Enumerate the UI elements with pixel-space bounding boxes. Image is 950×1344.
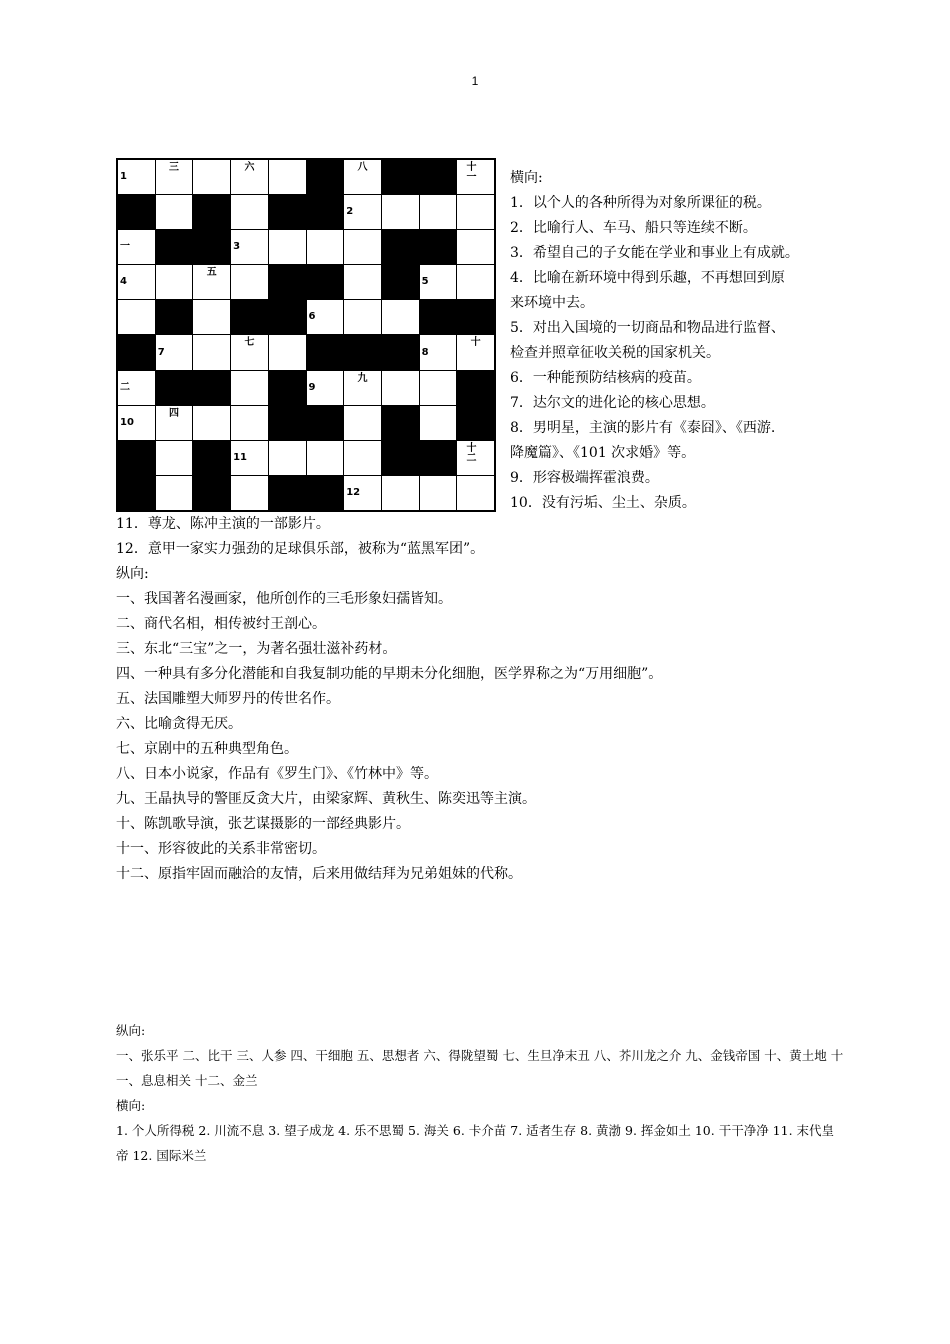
- grid-cell[interactable]: [420, 195, 457, 229]
- grid-cell[interactable]: [344, 371, 381, 405]
- grid-cell[interactable]: [193, 406, 230, 440]
- grid-cell-black: [193, 230, 230, 264]
- grid-cell-black: [382, 265, 419, 299]
- grid-clue-number: 九: [357, 372, 368, 384]
- grid-cell[interactable]: [344, 230, 381, 264]
- across-clue-line: 6．一种能预防结核病的疫苗。: [510, 370, 701, 386]
- grid-cell[interactable]: [382, 300, 419, 334]
- grid-cell[interactable]: [269, 335, 306, 369]
- clue-line: 八、日本小说家，作品有《罗生门》、《竹林中》等。: [116, 766, 438, 782]
- grid-cell[interactable]: [307, 441, 344, 475]
- answer-across-text: 1. 个人所得税 2. 川流不息 3. 望子成龙 4. 乐不思蜀 5. 海关 6. 卡介苗 7. 适者生存 8. 黄渤 9. 挥金如土 10. 干干净净 11. 末代皇帝 12. 国际米兰: [116, 1123, 835, 1163]
- grid-cell[interactable]: [231, 195, 268, 229]
- grid-clue-number: 3: [233, 241, 241, 253]
- grid-cell[interactable]: [344, 265, 381, 299]
- grid-cell-black: [269, 300, 306, 334]
- grid-cell[interactable]: [344, 300, 381, 334]
- clue-line: 五、法国雕塑大师罗丹的传世名作。: [116, 691, 340, 707]
- grid-cell[interactable]: [344, 160, 381, 194]
- grid-cell-black: [420, 441, 457, 475]
- grid-clue-number: 10: [120, 416, 134, 428]
- grid-clue-number: 八: [357, 162, 368, 173]
- grid-cell[interactable]: [193, 160, 230, 194]
- grid-cell[interactable]: [156, 406, 193, 440]
- grid-cell[interactable]: [118, 371, 155, 405]
- grid-cell[interactable]: [457, 476, 494, 510]
- grid-cell-black: [156, 230, 193, 264]
- grid-cell[interactable]: [344, 406, 381, 440]
- grid-cell-black: [118, 335, 155, 369]
- grid-cell-black: [457, 300, 494, 334]
- grid-cell[interactable]: [156, 160, 193, 194]
- grid-cell-black: [382, 230, 419, 264]
- grid-cell-black: [382, 441, 419, 475]
- across-heading: 横向:: [510, 170, 543, 186]
- grid-cell-black: [420, 230, 457, 264]
- grid-clue-number: 7: [157, 346, 165, 358]
- grid-cell-black: [307, 406, 344, 440]
- grid-clue-number: 五: [206, 267, 217, 279]
- grid-cell[interactable]: [307, 230, 344, 264]
- grid-cell[interactable]: [118, 160, 155, 194]
- grid-clue-number: 四: [169, 407, 180, 419]
- grid-cell-black: [193, 476, 230, 510]
- grid-cell[interactable]: [457, 230, 494, 264]
- grid-cell-black: [193, 371, 230, 405]
- grid-cell-black: [193, 195, 230, 229]
- answer-down-heading: 纵向:: [116, 1023, 146, 1038]
- grid-cell-black: [382, 335, 419, 369]
- grid-cell[interactable]: [382, 476, 419, 510]
- grid-cell[interactable]: [156, 335, 193, 369]
- grid-cell[interactable]: [344, 195, 381, 229]
- grid-cell-black: [231, 300, 268, 334]
- grid-cell[interactable]: [231, 265, 268, 299]
- grid-cell[interactable]: [269, 230, 306, 264]
- grid-cell[interactable]: [118, 300, 155, 334]
- clue-line: 九、王晶执导的警匪反贪大片，由梁家辉、黄秋生、陈奕迅等主演。: [116, 791, 536, 807]
- grid-clue-number: 4: [120, 276, 127, 288]
- grid-clue-number: 十: [470, 337, 481, 349]
- grid-cell-black: [307, 335, 344, 369]
- grid-clue-number: 十二: [466, 442, 477, 464]
- answer-down-text: 一、张乐平 二、比干 三、人参 四、干细胞 五、思想者 六、得陇望蜀 七、生旦净末丑 八、芥川龙之介 九、金钱帝国 十、黄土地 十一、息息相关 十二、金兰: [116, 1048, 844, 1088]
- grid-cell[interactable]: [420, 406, 457, 440]
- grid-cell[interactable]: [193, 300, 230, 334]
- grid-cell[interactable]: [420, 265, 457, 299]
- grid-clue-number: 9: [308, 381, 316, 393]
- grid-cell-black: [269, 265, 306, 299]
- grid-cell-black: [118, 441, 155, 475]
- across-clue-line: 3．希望自己的子女能在学业和事业上有成就。: [510, 245, 799, 261]
- grid-cell[interactable]: [457, 335, 494, 369]
- clue-line: 七、京剧中的五种典型角色。: [116, 741, 298, 757]
- grid-cell[interactable]: [231, 441, 268, 475]
- grid-cell[interactable]: [457, 441, 494, 475]
- grid-cell-black: [382, 406, 419, 440]
- across-clue-line: 2．比喻行人、车马、船只等连续不断。: [510, 220, 757, 236]
- grid-cell[interactable]: [193, 265, 230, 299]
- clue-line: 十、陈凯歌导演，张艺谋摄影的一部经典影片。: [116, 816, 410, 832]
- across-clue-line: 7．达尔文的进化论的核心思想。: [510, 395, 715, 411]
- clue-line: 一、我国著名漫画家，他所创作的三毛形象妇孺皆知。: [116, 591, 452, 607]
- grid-cell[interactable]: [231, 335, 268, 369]
- clue-line: 三、东北“三宝”之一，为著名强壮滋补药材。: [116, 641, 397, 657]
- grid-clue-number: 二: [120, 381, 130, 393]
- grid-cell[interactable]: [269, 441, 306, 475]
- grid-cell-black: [193, 441, 230, 475]
- grid-cell[interactable]: [457, 160, 494, 194]
- grid-cell-black: [269, 406, 306, 440]
- grid-cell-black: [307, 265, 344, 299]
- clue-line: 12．意甲一家实力强劲的足球俱乐部，被称为“蓝黑军团”。: [116, 541, 485, 557]
- grid-cell[interactable]: [382, 371, 419, 405]
- grid-clue-number: 七: [244, 337, 255, 349]
- grid-clue-number: 十一: [466, 162, 477, 183]
- grid-clue-number: 三: [169, 162, 180, 173]
- grid-cell-black: [307, 160, 344, 194]
- grid-cell[interactable]: [457, 195, 494, 229]
- grid-cell[interactable]: [420, 371, 457, 405]
- across-clue-line: 10．没有污垢、尘土、杂质。: [510, 495, 696, 511]
- clues-main: [116, 512, 936, 887]
- answer-key: [116, 1018, 846, 1168]
- across-clues-top: [510, 166, 940, 516]
- grid-cell-black: [118, 476, 155, 510]
- grid-cell-black: [457, 406, 494, 440]
- crossword-grid: [116, 158, 496, 512]
- grid-cell[interactable]: [231, 160, 268, 194]
- across-clue-list: [510, 191, 940, 516]
- grid-cell-black: [420, 300, 457, 334]
- across-clue-line: 9．形容极端挥霍浪费。: [510, 470, 659, 486]
- across-clue-line: 8．男明星，主演的影片有《泰囧》、《西游.: [510, 420, 776, 436]
- grid-clue-number: 1: [120, 171, 127, 183]
- clue-line: 十二、原指牢固而融洽的友情，后来用做结拜为兄弟姐妹的代称。: [116, 866, 522, 882]
- grid-cell[interactable]: [344, 476, 381, 510]
- grid-clue-number: 5: [421, 276, 429, 288]
- grid-cell[interactable]: [344, 441, 381, 475]
- grid-cell[interactable]: [307, 371, 344, 405]
- grid-cell-black: [307, 476, 344, 510]
- grid-cell[interactable]: [156, 476, 193, 510]
- grid-cell[interactable]: [269, 160, 306, 194]
- grid-cell[interactable]: [420, 476, 457, 510]
- grid-cell[interactable]: [231, 371, 268, 405]
- grid-cell[interactable]: [231, 476, 268, 510]
- grid-cell[interactable]: [156, 195, 193, 229]
- grid-cell[interactable]: [420, 335, 457, 369]
- answer-across-heading: 横向:: [116, 1098, 146, 1113]
- grid-cell[interactable]: [118, 230, 155, 264]
- grid-cell-black: [118, 195, 155, 229]
- grid-cell-black: [344, 335, 381, 369]
- grid-clue-number: 6: [308, 311, 316, 323]
- grid-cell[interactable]: [156, 265, 193, 299]
- across-clue-line: 4．比喻在新环境中得到乐趣，不再想回到原: [510, 270, 785, 286]
- grid-cell-black: [457, 371, 494, 405]
- across-clue-line: 检查并照章征收关税的国家机关。: [510, 345, 720, 361]
- grid-clue-number: 12: [346, 486, 361, 498]
- grid-cell[interactable]: [118, 265, 155, 299]
- across-clue-line: 5．对出入国境的一切商品和物品进行监督、: [510, 320, 785, 336]
- grid-cell[interactable]: [231, 230, 268, 264]
- grid-cell[interactable]: [231, 406, 268, 440]
- across-clue-line: 1．以个人的各种所得为对象所课征的税。: [510, 195, 771, 211]
- grid-cell-black: [307, 195, 344, 229]
- grid-cell-black: [269, 476, 306, 510]
- grid-cell[interactable]: [382, 195, 419, 229]
- grid-cell-black: [156, 300, 193, 334]
- grid-cell-black: [156, 371, 193, 405]
- grid-cell[interactable]: [118, 406, 155, 440]
- grid-cell-black: [269, 371, 306, 405]
- across-clue-line: 来环境中去。: [510, 295, 594, 311]
- clue-line: 十一、形容彼此的关系非常密切。: [116, 841, 326, 857]
- grid-cell-black: [382, 160, 419, 194]
- clue-line: 六、比喻贪得无厌。: [116, 716, 242, 732]
- grid-cell[interactable]: [193, 335, 230, 369]
- grid-clue-number: 11: [233, 451, 248, 463]
- grid-clue-number: 8: [421, 346, 429, 358]
- grid-clue-number: 2: [346, 206, 354, 218]
- page-number: 1: [471, 74, 479, 88]
- grid-cell-black: [269, 195, 306, 229]
- grid-cell[interactable]: [307, 300, 344, 334]
- clue-line: 纵向:: [116, 566, 149, 582]
- grid-clue-number: 六: [244, 162, 255, 173]
- grid-cell[interactable]: [457, 265, 494, 299]
- clue-line: 四、一种具有多分化潜能和自我复制功能的早期未分化细胞，医学界称之为“万用细胞”。: [116, 666, 663, 682]
- grid-cell[interactable]: [156, 441, 193, 475]
- clue-line: 二、商代名相，相传被纣王剖心。: [116, 616, 326, 632]
- grid-cell-black: [420, 160, 457, 194]
- across-clue-line: 降魔篇》、《101 次求婚》等。: [510, 445, 696, 461]
- grid-clue-number: 一: [120, 241, 130, 253]
- clue-line: 11．尊龙、陈冲主演的一部影片。: [116, 516, 330, 532]
